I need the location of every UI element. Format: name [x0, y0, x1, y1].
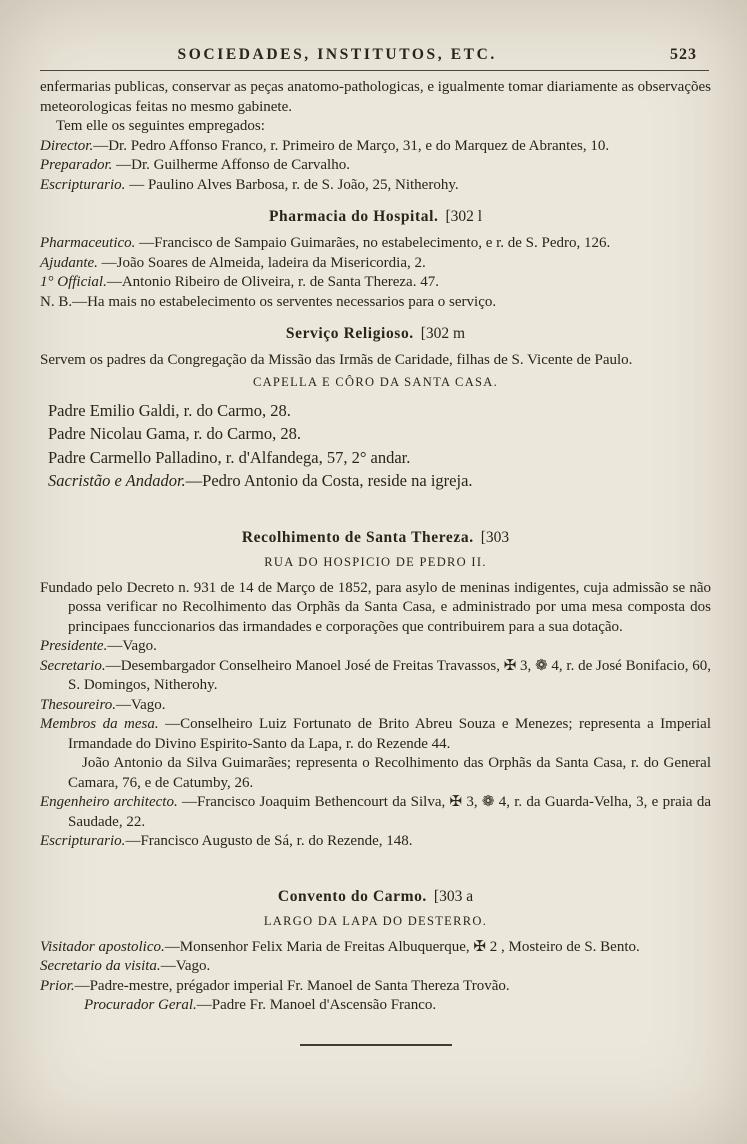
section-ref: [302 l	[445, 208, 483, 225]
section-heading-pharmacia	[40, 208, 711, 226]
entry-text: —Vago.	[107, 638, 157, 654]
section-heading-servico	[40, 325, 711, 343]
entry-engenheiro-architecto	[40, 793, 711, 832]
entry-secretario-da-visita	[40, 957, 711, 977]
entry-secretario	[40, 657, 711, 696]
padre-line: Padre Nicolau Gama, r. do Carmo, 28.	[48, 424, 301, 443]
entry-label: Procurador Geral.	[84, 997, 197, 1013]
entry-text: —Vago.	[160, 958, 211, 974]
section-heading-convento	[40, 888, 711, 906]
entry-presidente	[40, 637, 711, 657]
entry-text: —Conselheiro Luiz Fortunato de Brito Abreu Souza e Menezes; representa a Imperial Irmandade do Divino Espirito-Santo da Lapa, r. do Rezende 44.	[68, 716, 711, 752]
entry-label: Presidente.	[40, 638, 108, 654]
intro-lead: Tem elle os seguintes empregados:	[56, 118, 265, 134]
entry-label: Secretario.	[40, 657, 106, 674]
entry-text: —Antonio Ribeiro de Oliveira, r. de Santa Thereza. 47.	[106, 274, 439, 290]
section-ref: [303	[480, 528, 510, 546]
entry-preparador	[40, 156, 711, 176]
section-title: Pharmacia do Hospital.	[268, 208, 439, 225]
entry-text: N. B.—Ha mais no estabelecimento os serventes necessarios para o serviço.	[40, 293, 497, 310]
padre-line: Padre Emilio Galdi, r. do Carmo, 28.	[48, 400, 291, 420]
section-title: Convento do Carmo.	[277, 887, 427, 905]
running-title: SOCIEDADES, INSTITUTOS, ETC.	[177, 46, 497, 63]
entry-label: Director.	[40, 137, 94, 154]
page-header	[40, 46, 711, 66]
entry-text: João Antonio da Silva Guimarães; representa o Recolhimento das Orphãs da Santa Casa, r. do General Camara, 76, e de Catumby, 26.	[68, 755, 711, 791]
entry-text: —Vago.	[115, 696, 166, 713]
entry-procurador-geral	[40, 996, 711, 1016]
entry-label: Prior.	[40, 977, 75, 994]
padre-line: Padre Carmello Palladino, r. d'Alfandega, 57, 2° andar.	[48, 447, 411, 467]
bottom-rule	[300, 1044, 452, 1046]
entry-text: —Francisco Joaquim Bethencourt da Silva, ✠ 3, ❁ 4, r. da Guarda-Velha, 3, e praia da Saudade, 22.	[68, 794, 711, 830]
entry-text: —João Soares de Almeida, ladeira da Misericordia, 2.	[97, 254, 426, 271]
entry-escripturario	[40, 176, 711, 196]
servico-paragraph: Servem os padres da Congregação da Missão das Irmãs de Caridade, filhas de S. Vicente de Paulo.	[40, 352, 633, 368]
entry-ajudante	[40, 254, 711, 274]
section-heading-recolhimento	[40, 529, 711, 547]
entry-text: —Pedro Antonio da Costa, reside na igreja.	[185, 471, 473, 490]
entry-prior	[40, 977, 711, 997]
subheading-capella: CAPELLA E CÔRO DA SANTA CASA.	[252, 374, 499, 389]
entry-text: —Francisco Augusto de Sá, r. do Rezende, 148.	[125, 833, 413, 849]
entry-text: —Monsenhor Felix Maria de Freitas Albuquerque, ✠ 2 , Mosteiro de S. Bento.	[164, 938, 640, 955]
entry-membros-da-mesa	[40, 715, 711, 754]
entry-label: Membros da mesa.	[40, 716, 159, 732]
entry-label: Visitador apostolico.	[40, 938, 165, 955]
recolhimento-paragraph: Fundado pelo Decreto n. 931 de 14 de Março de 1852, para asylo de meninas indigentes, cuja admissão se não possa verificar no Recolhimento das Orphãs da Santa Casa, e administrado por uma mesa composta dos principaes funccionarios das irmandades e corporações que contribuirem para a sua dotação.	[40, 579, 711, 635]
entry-label: 1° Official.	[40, 274, 107, 290]
entry-pharmaceutico	[40, 234, 711, 254]
entry-official	[40, 273, 711, 293]
section-ref: [302 m	[420, 325, 466, 342]
entry-sacristao	[40, 469, 711, 493]
page-body	[40, 78, 711, 1046]
entry-text: —Francisco de Sampaio Guimarães, no estabelecimento, e r. de S. Pedro, 126.	[135, 235, 611, 251]
entry-joao-antonio	[40, 754, 711, 793]
entry-text: —Dr. Guilherme Affonso de Carvalho.	[112, 157, 350, 173]
entry-label: Escripturario.	[40, 833, 126, 849]
entry-director	[40, 137, 711, 157]
entry-label: Preparador.	[40, 157, 113, 173]
section-title: Serviço Religioso.	[285, 325, 414, 342]
header-rule	[40, 70, 709, 71]
entry-text: —Desembargador Conselheiro Manoel José de Freitas Travassos, ✠ 3, ❁ 4, r. de José Bonifacio, 60, S. Domingos, Nitherohy.	[68, 657, 711, 693]
entry-label: Escripturario.	[40, 176, 126, 193]
entry-label: Thesoureiro.	[40, 696, 116, 713]
entry-label: Engenheiro architecto.	[40, 794, 178, 810]
page-number: 523	[670, 46, 697, 63]
entry-text: —Padre Fr. Manoel d'Ascensão Franco.	[196, 997, 437, 1013]
section-ref: [303 a	[433, 887, 474, 905]
entry-thesoureiro	[40, 696, 711, 716]
entry-label: Sacristão e Andador.	[48, 471, 186, 490]
entry-label: Pharmaceutico.	[40, 235, 136, 251]
entry-escripturario-recolhimento	[40, 832, 711, 852]
entry-text: — Paulino Alves Barbosa, r. de S. João, 25, Nitherohy.	[125, 176, 459, 193]
subheading-largo-lapa: LARGO DA LAPA DO DESTERRO.	[263, 913, 488, 928]
section-title: Recolhimento de Santa Thereza.	[241, 528, 474, 546]
entry-label: Ajudante.	[40, 254, 98, 271]
intro-continuation: enfermarias publicas, conservar as peças anatomo-pathologicas, e igualmente tomar diariamente as observações meteorologicas feitas no mesmo gabinete.	[40, 79, 711, 115]
entry-nota-bene	[40, 293, 711, 313]
subheading-rua-hospicio: RUA DO HOSPICIO DE PEDRO II.	[264, 554, 487, 569]
entry-text: —Padre-mestre, prégador imperial Fr. Manoel de Santa Thereza Trovão.	[74, 977, 510, 994]
entry-visitador-apostolico	[40, 938, 711, 958]
entry-label: Secretario da visita.	[40, 958, 161, 974]
entry-text: —Dr. Pedro Affonso Franco, r. Primeiro de Março, 31, e do Marquez de Abrantes, 10.	[93, 137, 610, 154]
